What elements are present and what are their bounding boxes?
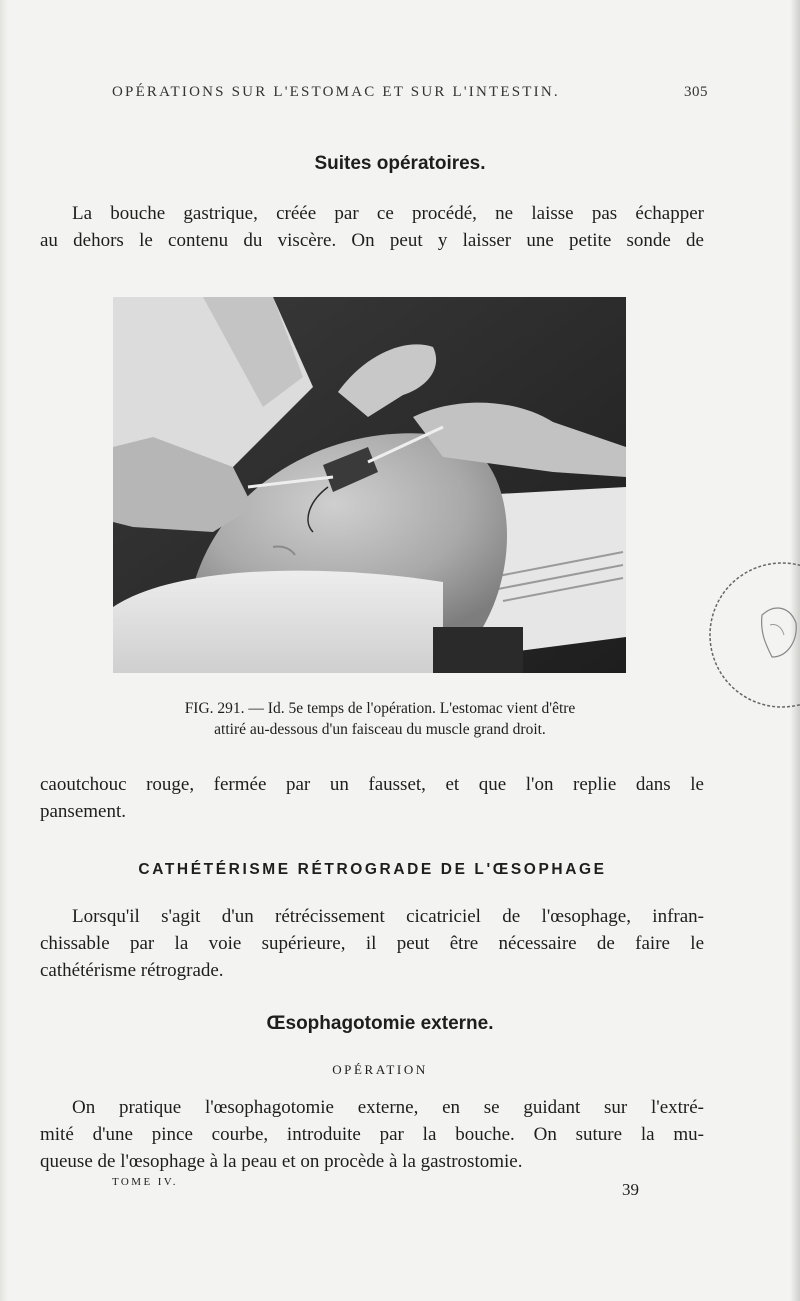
text-line: caoutchouc rouge, fermée par un fausset, et que l'on replie dans le <box>40 774 704 795</box>
text-line: chissable par la voie supérieure, il peut être nécessaire de faire le <box>40 933 704 954</box>
running-header <box>112 84 708 104</box>
text-line: Lorsqu'il s'agit d'un rétrécissement cicatriciel de l'œsophage, infran- <box>72 906 704 927</box>
section-title-suites: Suites opératoires. <box>314 153 486 174</box>
surgical-photograph <box>113 297 626 673</box>
text-line: au dehors le contenu du viscère. On peut y laisser une petite sonde de <box>40 230 704 251</box>
page-left-edge <box>0 0 8 1301</box>
paragraph-continuation <box>40 771 704 825</box>
text-line: queuse de l'œsophage à la peau et on procède à la gastrostomie. <box>40 1151 523 1172</box>
text-line: pansement. <box>40 801 127 822</box>
text-line: mité d'une pince courbe, introduite par la bouche. On suture la mu- <box>40 1124 704 1145</box>
library-stamp <box>700 545 800 725</box>
figure-caption-line: FIG. 291. — Id. 5e temps de l'opération. L'estomac vient d'être <box>184 700 576 717</box>
section-title-oesophagotomie: Œsophagotomie externe. <box>266 1013 494 1034</box>
running-title: OPÉRATIONS SUR L'ESTOMAC ET SUR L'INTESTIN. <box>112 84 560 100</box>
section-title-catheterisme: CATHÉTÉRISME RÉTROGRADE DE L'ŒSOPHAGE <box>138 861 607 878</box>
subheading-operation: OPÉRATION <box>332 1062 428 1077</box>
text-line: La bouche gastrique, créée par ce procédé, ne laisse pas échapper <box>72 203 704 224</box>
page-number: 305 <box>684 84 708 100</box>
signature-mark: TOME IV. <box>112 1176 178 1188</box>
paragraph-suites <box>40 200 704 254</box>
paragraph-oesophagotomie <box>40 1094 704 1175</box>
text-line: cathétérisme rétrograde. <box>40 960 224 981</box>
text-line: On pratique l'œsophagotomie externe, en se guidant sur l'extré- <box>72 1097 704 1118</box>
figure-caption-line: attiré au-dessous d'un faisceau du muscle grand droit. <box>214 721 546 738</box>
paragraph-catheterisme <box>40 903 704 984</box>
gathering-number: 39 <box>622 1180 639 1199</box>
